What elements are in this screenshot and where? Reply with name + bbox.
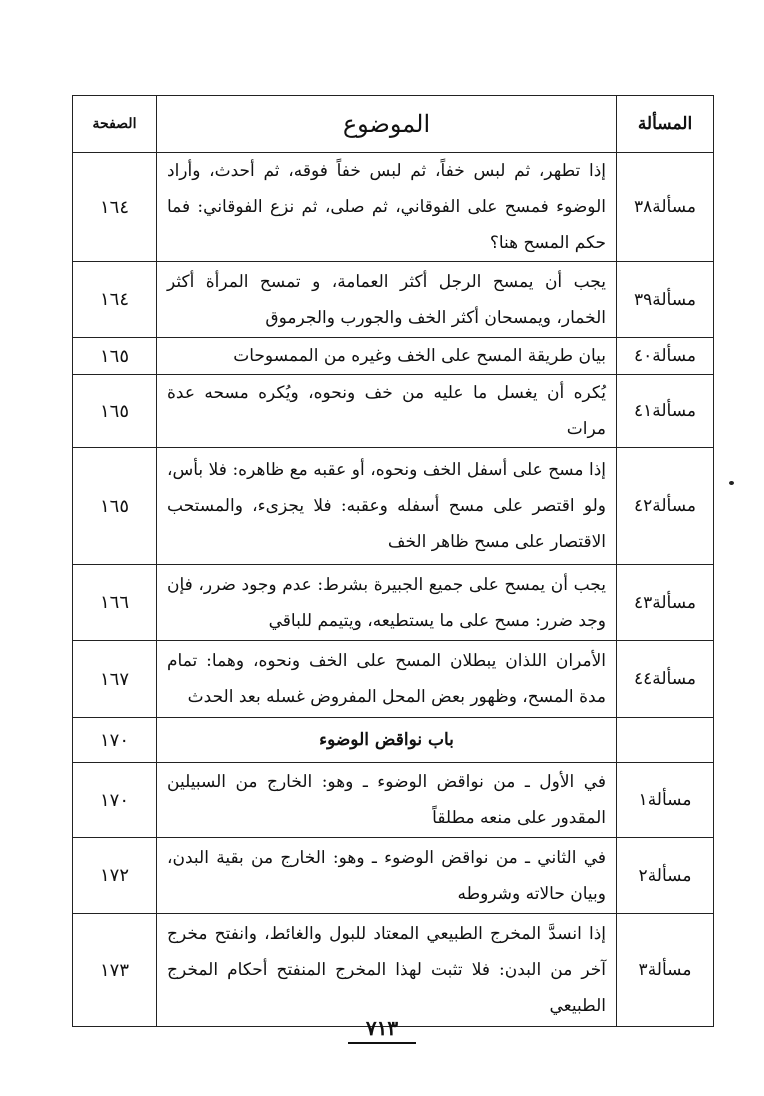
topic-cell: الأمران اللذان يبطلان المسح على الخف ونحوه، وهما: تمام مدة المسح، وظهور بعض المحل المفروض غسله بعد الحدث [157,641,617,718]
section-row [73,718,714,763]
question-cell: مسألة٣٨ [617,153,714,262]
page-number: ٧١٣ [348,1016,416,1044]
question-cell: مسألة٤٣ [617,565,714,641]
topic-cell: إذا تطهر، ثم لبس خفاً، ثم لبس خفاً فوقه، ثم أحدث، وأراد الوضوء فمسح على الفوقاني، ثم صلى، ثم نزع الفوقاني: فما حكم المسح هنا؟ [157,153,617,262]
topic-cell: بيان طريقة المسح على الخف وغيره من الممسوحات [157,338,617,375]
question-cell: مسألة١ [617,763,714,838]
ink-dot [729,481,734,485]
page-cell: ١٦٥ [73,375,157,448]
page-cell: ١٦٦ [73,565,157,641]
topic-cell: في الأول ـ من نواقض الوضوء ـ وهو: الخارج من السبيلين المقدور على منعه مطلقاً [157,763,617,838]
table-row [73,338,714,375]
page-cell: ١٦٥ [73,338,157,375]
page-cell: ١٧٠ [73,718,157,763]
section-title: باب نواقض الوضوء [157,718,617,763]
page-cell: ١٧٠ [73,763,157,838]
question-cell: مسألة٢ [617,838,714,914]
topic-cell: يجب أن يمسح الرجل أكثر العمامة، و تمسح المرأة أكثر الخمار، ويمسحان أكثر الخف والجورب والجرموق [157,262,617,338]
header-topic: الموضوع [157,96,617,153]
question-cell [617,718,714,763]
topic-cell: في الثاني ـ من نواقض الوضوء ـ وهو: الخارج من بقية البدن، وبيان حالاته وشروطه [157,838,617,914]
topic-cell: إذا انسدَّ المخرج الطبيعي المعتاد للبول والغائط، وانفتح مخرج آخر من البدن: فلا تثبت لهذا المخرج المنفتح أحكام المخرج الطبيعي [157,914,617,1027]
table-header-row [73,96,714,153]
question-cell: مسألة٣٩ [617,262,714,338]
header-page: الصفحة [73,96,157,153]
table-row [73,641,714,718]
table-row [73,914,714,1027]
header-question: المسألة [617,96,714,153]
question-cell: مسألة٤٢ [617,448,714,565]
question-cell: مسألة٤٤ [617,641,714,718]
table-row [73,565,714,641]
page-cell: ١٦٤ [73,153,157,262]
topic-cell: يجب أن يمسح على جميع الجبيرة بشرط: عدم وجود ضرر، فإن وجد ضرر: مسح على ما يستطيعه، ويتيمم للباقي [157,565,617,641]
page-cell: ١٦٥ [73,448,157,565]
question-cell: مسألة٤١ [617,375,714,448]
question-cell: مسألة٣ [617,914,714,1027]
page-cell: ١٧٣ [73,914,157,1027]
page-cell: ١٧٢ [73,838,157,914]
page-cell: ١٦٤ [73,262,157,338]
table-row [73,763,714,838]
table-row [73,262,714,338]
page-footer [0,1016,764,1040]
page-cell: ١٦٧ [73,641,157,718]
table-row [73,153,714,262]
contents-table [72,95,714,1027]
table-row [73,448,714,565]
question-cell: مسألة٤٠ [617,338,714,375]
topic-cell: إذا مسح على أسفل الخف ونحوه، أو عقبه مع ظاهره: فلا بأس، ولو اقتصر على مسح أسفله وعقبه: فلا يجزىء، والمستحب الاقتصار على مسح ظاهر الخف [157,448,617,565]
topic-cell: يُكره أن يغسل ما عليه من خف ونحوه، ويُكره مسحه عدة مرات [157,375,617,448]
table-row [73,838,714,914]
table-row [73,375,714,448]
